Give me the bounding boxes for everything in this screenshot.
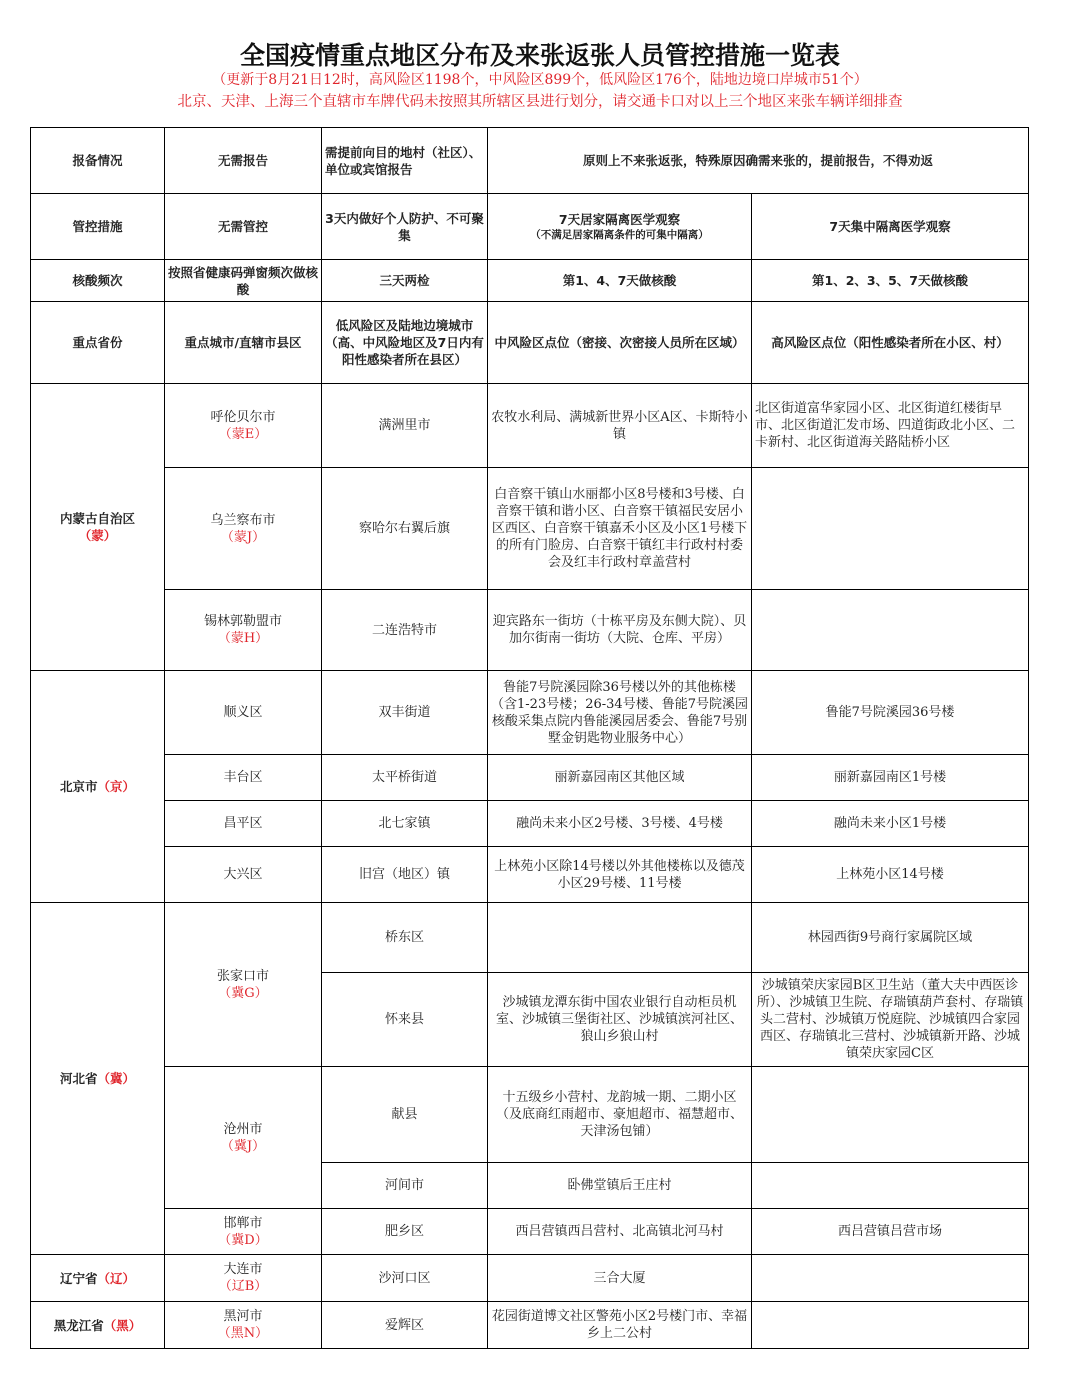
province-code: （黑） <box>103 1317 142 1333</box>
table-row <box>31 671 1029 755</box>
low-risk-cell: 旧宫（地区）镇 <box>322 847 488 903</box>
high-risk-cell: 鲁能7号院溪园36号楼 <box>752 671 1029 755</box>
province-cell <box>31 903 165 1255</box>
high-risk-cell: 沙城镇荣庆家园B区卫生站（董大夫中西医诊所）、沙城镇卫生院、存瑞镇葫芦套村、存瑞镇头二营村、沙城镇万悦庭院、沙城镇四合家园西区、存瑞镇北三营村、沙城镇新开路、沙城镇荣庆家园C区 <box>752 973 1029 1067</box>
table-row <box>31 801 1029 847</box>
column-header-row <box>31 302 1029 384</box>
mid-risk-cell: 白音察干镇山水丽都小区8号楼和3号楼、白音察干镇和谐小区、白音察干镇福民安居小区西区、白音察干镇嘉禾小区及小区1号楼下的所有门脸房、白音察干镇红丰行政村村委会及红丰行政村章盖营村 <box>488 468 752 590</box>
province-name: 内蒙古自治区 <box>59 511 135 526</box>
high-risk-cell: 林园西街9号商行家属院区域 <box>752 903 1029 973</box>
high-risk-cell: 融尚未来小区1号楼 <box>752 801 1029 847</box>
report-none: 无需报告 <box>165 128 322 194</box>
report-principle: 原则上不来张返张，特殊原因确需来张的，提前报告，不得劝返 <box>488 128 1029 194</box>
test-high: 第1、2、3、5、7天做核酸 <box>752 260 1029 302</box>
mid-risk-cell: 农牧水利局、满城新世界小区A区、卡斯特小镇 <box>488 384 752 468</box>
low-risk-cell: 满洲里市 <box>322 384 488 468</box>
report-label: 报备情况 <box>31 128 165 194</box>
col-low: 低风险区及陆地边境城市（高、中风险地区及7日内有阳性感染者所在县区） <box>322 302 488 384</box>
high-risk-cell: 西吕营镇吕营市场 <box>752 1209 1029 1255</box>
mid-risk-cell: 鲁能7号院溪园除36号楼以外的其他栋楼（含1-23号楼；26-34号楼、鲁能7号院溪园核酸采集点院内鲁能溪园居委会、鲁能7号别墅金钥匙物业服务中心） <box>488 671 752 755</box>
high-risk-cell <box>752 1255 1029 1302</box>
mid-risk-cell: 卧佛堂镇后王庄村 <box>488 1163 752 1209</box>
mid-risk-cell: 沙城镇龙潭东街中国农业银行自动柜员机室、沙城镇三堡街社区、沙城镇滨河社区、狼山乡狼山村 <box>488 973 752 1067</box>
city-cell <box>165 1302 322 1349</box>
city-code: （黑N） <box>217 1326 269 1341</box>
city-cell <box>165 1209 322 1255</box>
test-low: 三天两检 <box>322 260 488 302</box>
low-risk-cell: 爱辉区 <box>322 1302 488 1349</box>
city-name: 锡林郭勒盟市 <box>203 614 282 629</box>
table-row <box>31 755 1029 801</box>
city-code: （蒙J） <box>220 529 266 545</box>
city-cell <box>165 1255 322 1302</box>
test-label: 核酸频次 <box>31 260 165 302</box>
control-mid-text: 7天居家隔离医学观察 <box>558 212 681 227</box>
low-risk-cell: 察哈尔右翼后旗 <box>322 468 488 590</box>
control-low: 3天内做好个人防护、不可聚集 <box>322 194 488 260</box>
city-name: 邯郸市 <box>223 1215 263 1231</box>
city-cell <box>165 468 322 590</box>
province-code: （辽） <box>97 1270 136 1286</box>
high-risk-cell <box>752 468 1029 590</box>
report-advance: 需提前向目的地村（社区）、单位或宾馆报告 <box>322 128 488 194</box>
table-row <box>31 903 1029 973</box>
city-name: 张家口市 <box>216 968 269 984</box>
province-code: （京） <box>97 779 136 794</box>
table-row <box>31 1209 1029 1255</box>
test-none: 按照省健康码弹窗频次做核酸 <box>165 260 322 302</box>
mid-risk-cell: 融尚未来小区2号楼、3号楼、4号楼 <box>488 801 752 847</box>
control-high: 7天集中隔离医学观察 <box>752 194 1029 260</box>
control-none: 无需管控 <box>165 194 322 260</box>
province-cell <box>31 671 165 903</box>
mid-risk-cell: 十五级乡小营村、龙韵城一期、二期小区（及底商红雨超市、豪旭超市、福慧超市、天津汤包铺） <box>488 1067 752 1163</box>
update-note: （更新于8月21日12时，高风险区1198个，中风险区899个，低风险区176个，陆地边境口岸城市51个） <box>212 72 868 88</box>
province-name: 辽宁省 <box>59 1270 98 1286</box>
high-risk-cell: 上林苑小区14号楼 <box>752 847 1029 903</box>
low-risk-cell: 怀来县 <box>322 973 488 1067</box>
high-risk-cell: 丽新嘉园南区1号楼 <box>752 755 1029 801</box>
low-risk-cell: 二连浩特市 <box>322 590 488 671</box>
high-risk-cell: 北区街道富华家园小区、北区街道红楼街早市、北区街道汇发市场、四道街政北小区、二卡新村、北区街道海关路陆桥小区 <box>752 384 1029 468</box>
col-mid: 中风险区点位（密接、次密接人员所在区域） <box>488 302 752 384</box>
control-measures-table <box>30 127 1029 1349</box>
district-cell: 昌平区 <box>165 801 322 847</box>
control-label: 管控措施 <box>31 194 165 260</box>
mid-risk-cell: 花园街道博文社区警苑小区2号楼门市、幸福乡上二公村 <box>488 1302 752 1349</box>
mid-risk-cell: 丽新嘉园南区其他区域 <box>488 755 752 801</box>
province-name: 北京市 <box>59 779 98 794</box>
city-code: （蒙E） <box>218 426 268 442</box>
table-row <box>31 1255 1029 1302</box>
test-row <box>31 260 1029 302</box>
province-cell <box>31 1255 165 1302</box>
col-city: 重点城市/直辖市县区 <box>165 302 322 384</box>
mid-risk-cell: 三合大厦 <box>488 1255 752 1302</box>
city-name: 黑河市 <box>223 1309 263 1324</box>
low-risk-cell: 河间市 <box>322 1163 488 1209</box>
license-plate-note: 北京、天津、上海三个直辖市车牌代码未按照其所辖区县进行划分，请交通卡口对以上三个地区来张车辆详细排查 <box>177 94 903 110</box>
low-risk-cell: 沙河口区 <box>322 1255 488 1302</box>
control-row <box>31 194 1029 260</box>
low-risk-cell: 北七家镇 <box>322 801 488 847</box>
table-row <box>31 847 1029 903</box>
high-risk-cell <box>752 1067 1029 1163</box>
table-row <box>31 1067 1029 1163</box>
city-name: 呼伦贝尔市 <box>210 409 276 425</box>
district-cell: 顺义区 <box>165 671 322 755</box>
col-high: 高风险区点位（阳性感染者所在小区、村） <box>752 302 1029 384</box>
control-mid-note: （不满足居家隔离条件的可集中隔离） <box>530 229 709 241</box>
city-code: （冀D） <box>218 1232 268 1248</box>
district-cell: 大兴区 <box>165 847 322 903</box>
city-code: （冀J） <box>220 1138 266 1154</box>
province-code: （蒙） <box>78 528 117 543</box>
low-risk-cell: 献县 <box>322 1067 488 1163</box>
low-risk-cell: 太平桥街道 <box>322 755 488 801</box>
mid-risk-cell: 西吕营镇西吕营村、北高镇北河马村 <box>488 1209 752 1255</box>
low-risk-cell: 桥东区 <box>322 903 488 973</box>
report-row <box>31 128 1029 194</box>
city-cell <box>165 1067 322 1209</box>
low-risk-cell: 肥乡区 <box>322 1209 488 1255</box>
mid-risk-cell: 迎宾路东一街坊（十栋平房及东侧大院）、贝加尔街南一街坊（大院、仓库、平房） <box>488 590 752 671</box>
city-code: （冀G） <box>218 985 268 1001</box>
province-cell <box>31 1302 165 1349</box>
page-title: 全国疫情重点地区分布及来张返张人员管控措施一览表 <box>239 41 840 70</box>
city-code: （蒙H） <box>217 631 269 646</box>
high-risk-cell <box>752 590 1029 671</box>
district-cell: 丰台区 <box>165 755 322 801</box>
city-code: （辽B） <box>218 1279 268 1294</box>
table-row <box>31 468 1029 590</box>
city-name: 乌兰察布市 <box>210 512 276 528</box>
province-name: 黑龙江省 <box>53 1317 104 1333</box>
test-mid: 第1、4、7天做核酸 <box>488 260 752 302</box>
col-province: 重点省份 <box>31 302 165 384</box>
table-row <box>31 384 1029 468</box>
city-cell <box>165 903 322 1067</box>
city-name: 大连市 <box>223 1262 263 1277</box>
mid-risk-cell: 上林苑小区除14号楼以外其他楼栋以及德茂小区29号楼、11号楼 <box>488 847 752 903</box>
city-cell <box>165 590 322 671</box>
high-risk-cell <box>752 1302 1029 1349</box>
province-name: 河北省 <box>59 1071 98 1086</box>
province-cell <box>31 384 165 671</box>
table-row <box>31 1302 1029 1349</box>
province-code: （冀） <box>97 1071 136 1086</box>
low-risk-cell: 双丰街道 <box>322 671 488 755</box>
mid-risk-cell <box>488 903 752 973</box>
table-row <box>31 590 1029 671</box>
city-cell <box>165 384 322 468</box>
control-mid <box>488 194 752 260</box>
city-name: 沧州市 <box>223 1121 263 1137</box>
high-risk-cell <box>752 1163 1029 1209</box>
